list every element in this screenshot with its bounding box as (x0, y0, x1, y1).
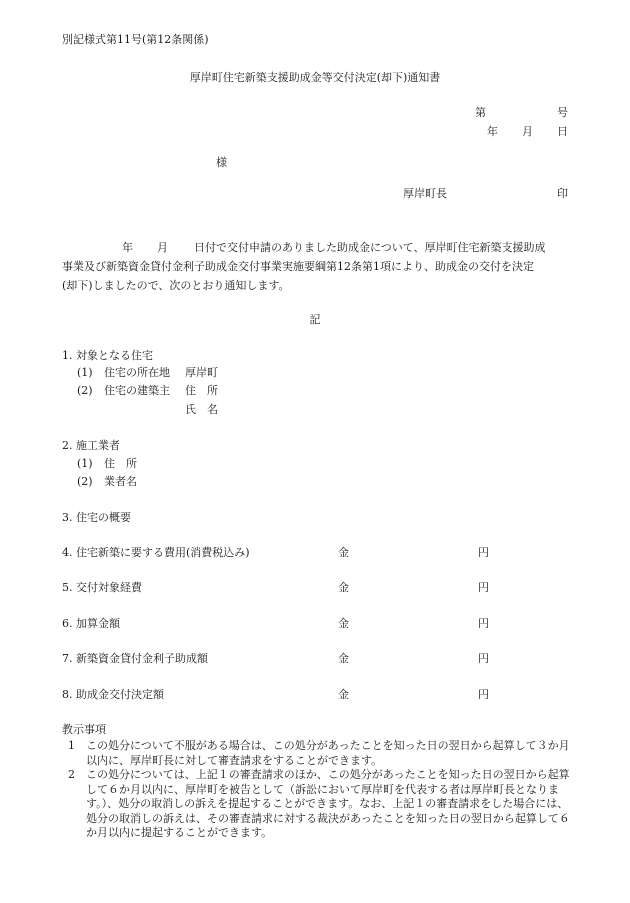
section-2-item-2-num: (2) (77, 475, 93, 488)
document-title: 厚岸町住宅新築支援助成金等交付決定(却下)通知書 (189, 71, 441, 84)
notice-list (62, 739, 570, 841)
notice-item-1-text: この処分について不服がある場合は、この処分があったことを知った日の翌日から起算して３か月以内に、厚岸町長に対して審査請求をすることができます。 (86, 739, 570, 767)
section-1-item-2-label: 住宅の建築主 (104, 384, 170, 397)
section-1-heading: 1. 対象となる住宅 (62, 349, 153, 362)
section-1-name-label: 氏 名 (185, 403, 218, 416)
doc-number-suffix: 号 (557, 106, 568, 119)
amount-row-4-label: 4. 住宅新築に要する費用(消費税込み) (62, 546, 250, 559)
amount-row-8-kin: 金 (338, 688, 349, 701)
amount-row-7-label: 7. 新築資金貸付金利子助成額 (62, 652, 208, 665)
section-2-heading: 2. 施工業者 (62, 439, 120, 452)
notice-heading: 教示事項 (62, 723, 106, 736)
date-year: 年 (487, 125, 498, 138)
section-1-address-label: 住 所 (185, 384, 218, 397)
recipient-suffix: 様 (216, 156, 227, 169)
date-month: 月 (522, 125, 533, 138)
amount-row-6-label: 6. 加算金額 (62, 617, 120, 630)
amount-row-4-kin: 金 (338, 546, 349, 559)
notice-item-2-text: この処分については、上記１の審査請求のほか、この処分があったことを知った日の翌日から起算して６か月以内に、厚岸町を被告として（訴訟において厚岸町を代表する者は厚岸町長となります。）、処分の取消しの訴えを提起することができます。なお、上記１の審査請求をした場合には、処分の取消しの訴えは、その審査請求に対する裁決があったことを知った日の翌日から起算して６か月以内に提起することができます。 (86, 768, 570, 839)
section-1-item-1-label: 住宅の所在地 (104, 366, 170, 379)
body-line-1: 日付で交付申請のありました助成金について、厚岸町住宅新築支援助成 (194, 241, 546, 254)
amount-row-8-label: 8. 助成金交付決定額 (62, 688, 164, 701)
amount-row-8-yen: 円 (478, 688, 489, 701)
doc-number-prefix: 第 (475, 106, 486, 119)
section-1-item-1-num: (1) (77, 366, 93, 379)
date-day: 日 (557, 125, 568, 138)
amount-row-5-yen: 円 (478, 581, 489, 594)
notice-item-1 (62, 739, 570, 768)
section-3-heading: 3. 住宅の概要 (62, 511, 131, 524)
amount-row-7-yen: 円 (478, 652, 489, 665)
body-line-2: 事業及び新築資金貸付金利子助成金交付事業実施要綱第12条第1項により、助成金の交付を決定 (62, 260, 534, 273)
amount-row-5-label: 5. 交付対象経費 (62, 581, 142, 594)
body-date-year: 年 (122, 241, 133, 254)
section-2-item-1-num: (1) (77, 457, 93, 470)
section-2-item-2-label: 業者名 (104, 475, 137, 488)
body-date-month: 月 (157, 241, 168, 254)
ki-heading: 記 (309, 313, 321, 326)
amount-row-5-kin: 金 (338, 581, 349, 594)
issuer-title: 厚岸町長 (403, 187, 447, 200)
seal-mark: 印 (557, 187, 568, 200)
amount-row-7-kin: 金 (338, 652, 349, 665)
amount-row-6-kin: 金 (338, 617, 349, 630)
form-label: 別記様式第11号(第12条関係) (62, 33, 209, 46)
section-1-item-1-value: 厚岸町 (185, 366, 218, 379)
notice-item-2 (62, 768, 570, 841)
section-1-item-2-num: (2) (77, 384, 93, 397)
amount-row-4-yen: 円 (478, 546, 489, 559)
notice-item-2-num: 2 (68, 768, 75, 781)
body-line-3: (却下)しましたので、次のとおり通知します。 (62, 279, 290, 292)
amount-row-6-yen: 円 (478, 617, 489, 630)
notice-item-1-num: 1 (68, 739, 75, 752)
section-2-item-1-label: 住 所 (104, 457, 137, 470)
